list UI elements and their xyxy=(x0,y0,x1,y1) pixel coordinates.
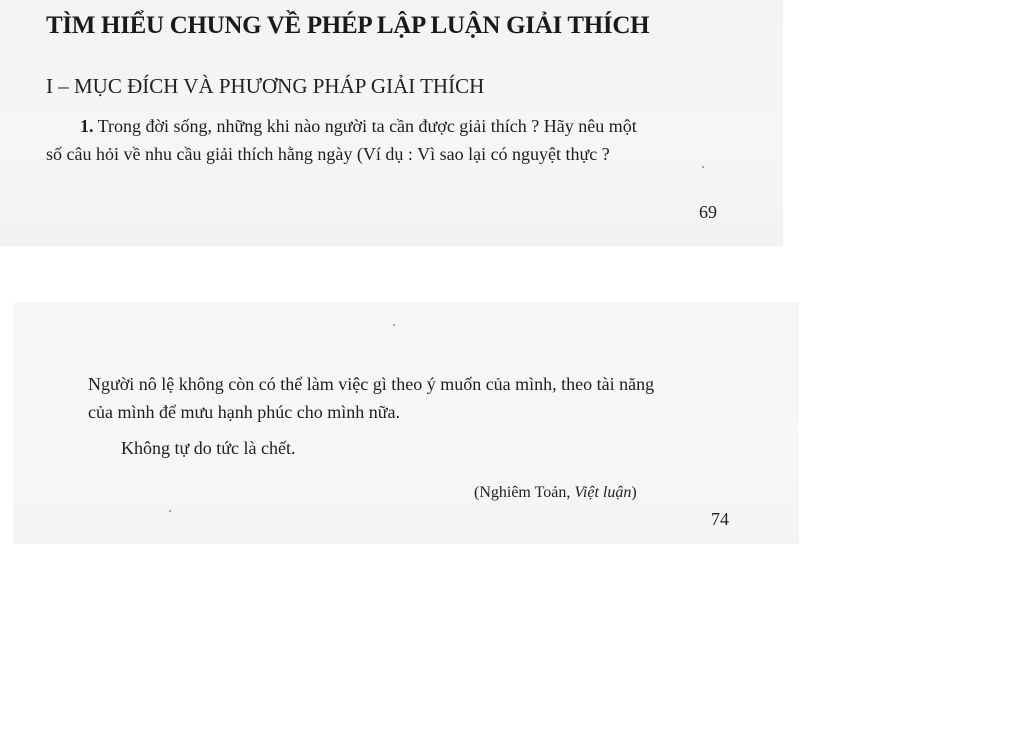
citation xyxy=(474,484,637,502)
scan-speck xyxy=(169,510,171,512)
citation-author: (Nghiêm Toản, xyxy=(474,484,575,501)
page-number-top: 69 xyxy=(699,202,717,222)
quote-line-2: của mình để mưu hạnh phúc cho mình nữa. xyxy=(88,402,400,422)
citation-close: ) xyxy=(631,484,637,501)
scan-speck xyxy=(702,166,704,168)
chapter-heading: TÌM HIỂU CHUNG VỀ PHÉP LẬP LUẬN GIẢI THÍCH xyxy=(46,12,650,39)
question-line-2: số câu hỏi về nhu cầu giải thích hằng ngày (Ví dụ : Vì sao lại có nguyệt thực ? xyxy=(46,144,610,164)
question-number: 1. xyxy=(80,116,94,136)
section-title: I – MỤC ĐÍCH VÀ PHƯƠNG PHÁP GIẢI THÍCH xyxy=(46,74,485,98)
question-line-1 xyxy=(80,116,637,137)
scanned-page-bottom xyxy=(13,303,799,544)
citation-work: Việt luận xyxy=(574,484,632,501)
page-number-bottom: 74 xyxy=(711,509,729,529)
question-text-1: Trong đời sống, những khi nào người ta cần được giải thích ? Hãy nêu một xyxy=(93,116,637,136)
quote-line-1: Người nô lệ không còn có thể làm việc gì theo ý muốn của mình, theo tài năng xyxy=(88,374,655,394)
scan-speck xyxy=(393,324,395,326)
quote-line-3: Không tự do tức là chết. xyxy=(121,438,296,458)
